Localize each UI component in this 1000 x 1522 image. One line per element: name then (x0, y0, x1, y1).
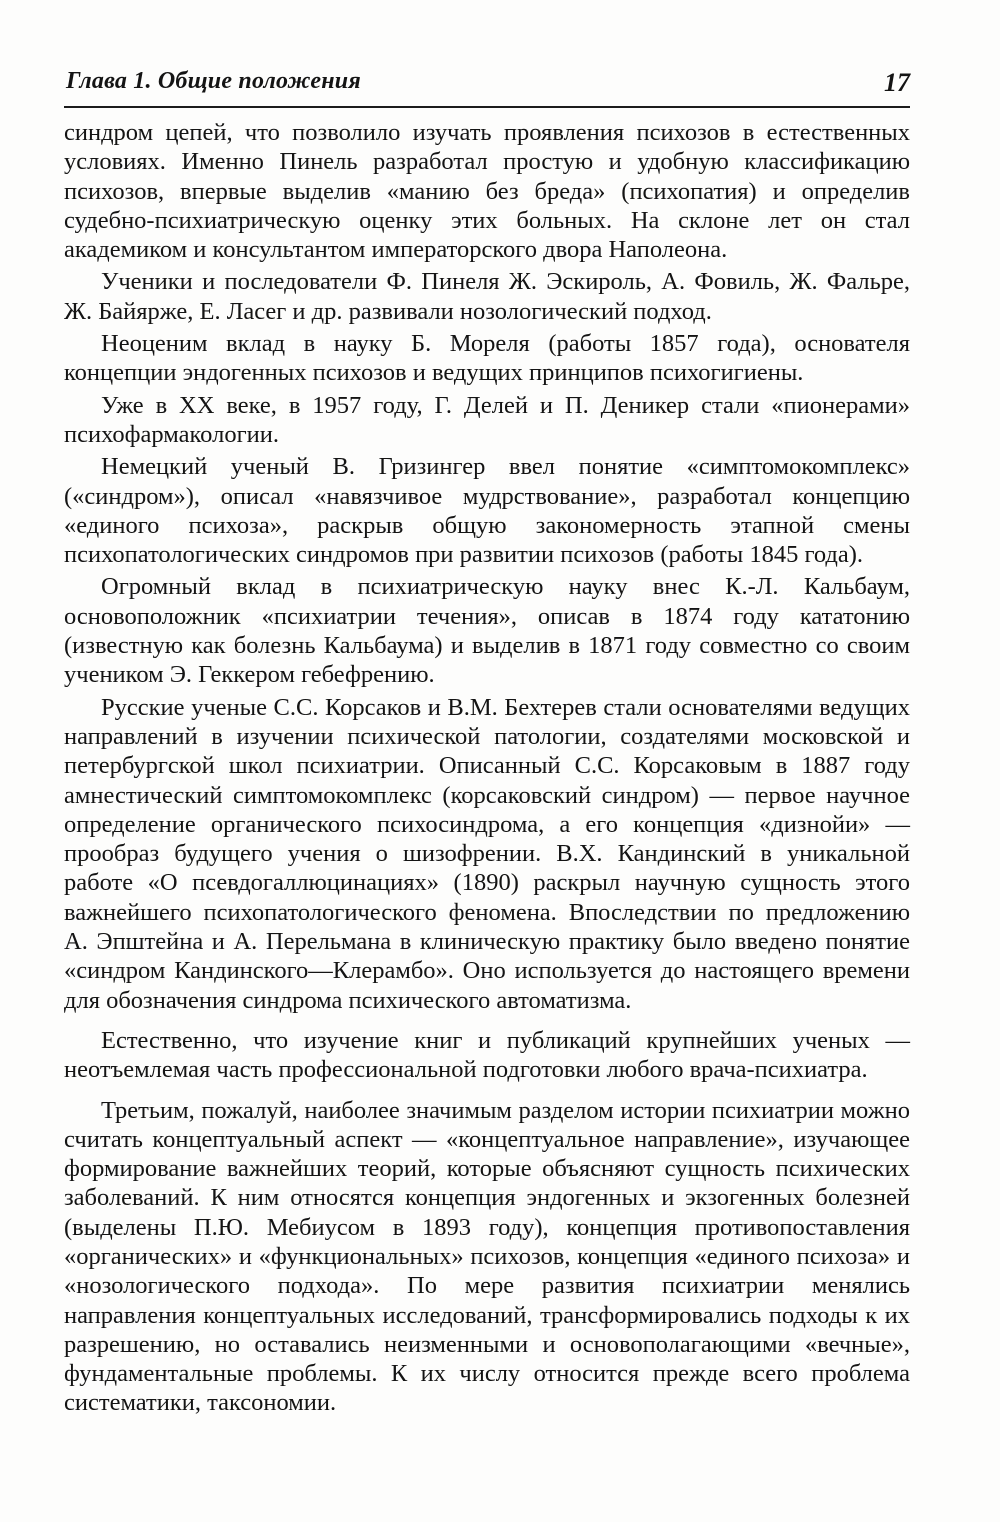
paragraph: Неоценим вклад в науку Б. Мореля (работы 1857 года), основателя концепции эндогенных психозов и ведущих принципов психогигиены. (64, 330, 910, 387)
paragraph: Естественно, что изучение книг и публикаций крупнейших ученых — неотъемлемая часть профессиональной подготовки любого врача-психиатра. (64, 1026, 910, 1084)
paragraph: Ученики и последователи Ф. Пинеля Ж. Эскироль, А. Фовиль, Ж. Фальре, Ж. Байярже, Е. Ласег и др. развивали нозологический подход. (64, 268, 910, 325)
page-number: 17 (884, 68, 910, 97)
paragraph: Немецкий ученый В. Гризингер ввел понятие «симптомокомплекс» («синдром»), описал «навязчивое мудрствование», разработал концепцию «единого психоза», раскрыв общую закономерность этапной смены психопатологических синдромов при развитии психозов (работы 1845 года). (64, 453, 910, 569)
body-text (64, 118, 910, 1421)
paragraph-continued: синдром цепей, что позволило изучать проявления психозов в естественных условиях. Именно Пинель разработал простую и удобную классификацию психозов, впервые выделив «манию без бреда» (психопатия) и определив судебно-психиатрическую оценку этих больных. На склоне лет он стал академиком и консультантом императорского двора Наполеона. (64, 119, 910, 264)
paragraph: Огромный вклад в психиатрическую науку внес К.-Л. Кальбаум, основоположник «психиатрии течения», описав в 1874 году кататонию (известную как болезнь Кальбаума) и выделив в 1871 году совместно со своим учеником Э. Геккером гебефрению. (64, 573, 910, 689)
paragraph: Третьим, пожалуй, наиболее значимым разделом истории психиатрии можно считать концептуальный аспект — «концептуальное направление», изучающее формирование важнейших теорий, которые объясняют сущность психических заболеваний. К ним относятся концепция эндогенных и экзогенных болезней (выделены П.Ю. Мебиусом в 1893 году), концепция противопоставления «органических» и «функциональных» психозов, концепция «единого психоза» и «нозологического подхода». По мере развития психиатрии менялись направления концептуальных исследований, трансформировались подходы к их разрешению, но оставались неизменными и основополагающими «вечные», фундаментальные проблемы. К их числу относится прежде всего проблема систематики, таксономии. (64, 1096, 910, 1417)
running-head: Глава 1. Общие положения (66, 68, 361, 94)
page-header (64, 64, 910, 104)
header-rule (64, 106, 910, 108)
paragraph: Уже в XX веке, в 1957 году, Г. Делей и П. Деникер стали «пионерами» психофармакологии. (64, 391, 910, 448)
paragraph: Русские ученые С.С. Корсаков и В.М. Бехтерев стали основателями ведущих направлений в изучении психической патологии, создателями московской и петербургской школ психиатрии. Описанный С.С. Корсаковым в 1887 году амнестический симптомокомплекс (корсаковский синдром) — первое научное определение органического психосиндрома, а его концепция «дизнойи» — прообраз будущего учения о шизофрении. В.Х. Кандинский в уникальной работе «О псевдогаллюцинациях» (1890) раскрыл научную сущность этого важнейшего психопатологического феномена. Впоследствии по предложению А. Эпштейна и А. Перельмана в клиническую практику было введено понятие «синдром Кандинского—Клерамбо». Оно используется до настоящего времени для обозначения синдрома психического автоматизма. (64, 693, 910, 1014)
